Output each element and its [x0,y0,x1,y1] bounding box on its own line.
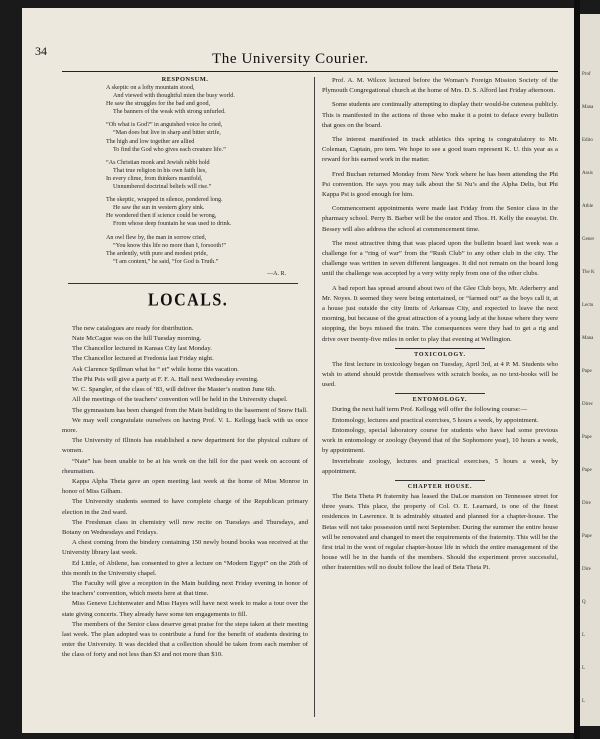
poem-line: And viewed with thoughtful mien the busy world. [113,93,235,100]
news-paragraph: The interest manifested in track athletics this spring is congratulatory to Mr. Coleman, Captain, pro tem. We hope to see a good team represent K. U. this year as a reward for his earned work in the matter. [322,136,558,164]
locals-list [62,324,308,661]
column-divider [314,77,315,717]
locals-heading: LOCALS. [148,290,229,310]
poem-line: An owl flew by, the man in sorrow cried, [106,234,207,241]
poem-stanza [106,121,286,153]
right-paragraphs [322,76,558,345]
local-item: Nate McCague was on the hill Tuesday morning. [72,335,202,343]
adjacent-page-edge [580,14,600,726]
local-item: The Faculty will give a reception in the Main building next Friday evening in honor of the teachers’ convention, which meets here at that time. [62,579,308,598]
edge-fragment: Dire [582,501,591,506]
poem-line: He saw the sun in western glory sink. [113,205,205,212]
section-rule [395,393,485,394]
local-item: “Nate” has been unable to be at his work on the hill for the past week on account of rheumatism. [62,457,308,475]
edge-fragment: Gener [582,237,595,242]
poem-line: “You know this life no more than I, forsooth!” [113,242,226,249]
edge-fragment: Pape [582,534,592,539]
left-column [62,76,308,661]
poem-stanza [106,234,286,266]
poem-line: “As Christian monk and Jewish rabbi hold [106,159,210,166]
masthead-title: The University Courier. [212,51,369,67]
news-paragraph: The most attractive thing that was placed upon the bulletin board last week was a challenge for a “ring of war” from the “Rush Club” to any other club in the city. The challenge was written in seven different languages. It did not remain on the board long until the challenge was accepted by a very witty reply from one of the other clubs. [322,239,558,278]
entomology-paragraph: Entomology, lectures and practical exercises, 5 hours a week, by appointment. [332,416,539,424]
right-column [322,76,558,574]
poem-line: To find the God who gives each creature life.” [113,146,226,153]
entomology-paragraph: Invertebrate zoology, lectures and practical exercises, 5 hours a week, by appointment. [322,457,558,475]
poem-title: RESPONSUM. [161,76,209,83]
section-rule [395,480,485,481]
poem-line: The banners of the weak with strong unfurled. [113,109,226,116]
header-rule [62,71,558,72]
page-number: 34 [35,44,47,58]
poem-line: A skeptic on a lofty mountain stood, [106,85,195,91]
news-paragraph: Fred Buchan returned Monday from New York where he has been attending the Phi Psi convention. He says you may talk about the Si Nu’s and the Alpha Delts, but Phi Kappa Psi is good enough for him. [322,170,558,199]
local-item: The gymnasium has been changed from the Main building to the basement of Snow Hall. [72,406,308,414]
entomology-paragraph: Entomology, special laboratory course for students who have had some previous work in entomology or zoology (beyond that of the Sophomore year), 10 hours a week, by appointment. [322,426,558,455]
local-item: Miss Geneve Lichtenwater and Miss Hayes will have next week to make a tour over the state giving concerts. They already have some ten engagements to fill. [62,600,308,618]
poem-line: “Oh what is God?” in anguished voice he cried, [106,122,223,129]
toxicology-heading: TOXICOLOGY. [414,351,466,358]
newspaper-page [22,8,574,733]
poem-stanza [106,159,286,191]
local-item: W. C. Spangler, of the class of ’83, will deliver the Master’s oration June 6th. [72,386,276,394]
edge-fragment: L [582,633,586,638]
edge-fragment: Pape [582,468,592,473]
edge-fragment: Assis [582,171,593,176]
local-item: The Freshman class in chemistry will now recite on Tuesdays and Thursdays, and Botany on Wednesdays and Fridays. [62,518,308,536]
news-paragraph: Some students are continually attempting to display their would-be cuteness publicly. This is manifested in the actions of those who make it a point to deface every bulletin that goes on the board. [322,101,558,129]
poem-stanza [106,196,286,228]
edge-fragment: Mana [582,105,594,110]
poem-stanza [106,84,286,116]
local-item: Kappa Alpha Theta gave an open meeting last week at the home of Miss Monroe in honor of Miss Gilham. [62,477,308,496]
poem-line: Unnumbered doctrinal beliefs will rise.” [113,184,212,191]
local-item: We may well congratulate ourselves on having Prof. V. L. Kellogg back with us once more. [62,416,308,434]
edge-fragment: Q [582,600,586,605]
toxicology-text: The first lecture in toxicology began on Tuesday, April 3rd, at 4 P. M. Students who wish to attend should provide themselves with scratch books, as no text-books will be used. [322,360,558,389]
poem-line: “Man does but live in sharp and bitter strife, [113,130,221,137]
edge-fragment: Lectu [582,303,594,308]
poem-line: The ardently, with pure and modest pride, [106,250,208,257]
local-item: The University of Illinois has established a new department for the physical culture of women. [62,437,308,455]
poem-line: That true religion in his own faith lies, [113,167,207,174]
local-item: Ask Clarence Spillman what he “ et” while home this vacation. [72,365,239,373]
entomology-paragraph: During the next half term Prof. Kellogg will offer the following course:— [332,406,528,414]
edge-fragment: Athle [582,204,594,209]
edge-fragment: Direc [582,402,594,407]
poem-line: He saw the struggles for the bad and good, [106,101,211,108]
local-item: The Chancellor lectured at Fredonia last Friday night. [72,355,214,363]
chapter-house-text: The Beta Theta Pi fraternity has leased the DaLoe mansion on Tennessee street for three years. This place, the property of Col. O. E. Learnard, is one of the finest residences in Lawrence. It is admirably situated and planned for a chapter-house. The Betas will not take possession until next September. During the summer the entire house will be renovated and changed to meet the requirements of the fraternity. This will be the first trial in the west of regular chapter-house life in which the entire management of the house will be in the hands of the members. Should the experiment prove successful, other fraternities will no doubt follow the lead of Beta Theta Pi. [322,492,558,572]
chapter-house-heading: CHAPTER HOUSE. [407,483,473,490]
poem-line: He wondered then if science could be wrong, [106,213,217,220]
edge-fragment: Edito [582,138,593,143]
edge-fragment: Pape [582,435,592,440]
edge-fragment: Pape [582,369,592,374]
poem-line: The high and low together are allied [106,138,195,145]
local-item: A chest coming from the bindery containing 150 newly bound books was received at the University library last week. [62,539,308,557]
poem-line: “I am content,” he said, “for God is Truth.” [113,258,219,265]
news-paragraph: Prof. A. M. Wilcox lectured before the Woman’s Foreign Mission Society of the Plymouth Congregational church at the home of Mrs. D. S. Alford last Friday afternoon. [322,77,558,95]
poem-line: In every clime, from thinkers manifold, [106,175,203,182]
edge-fragment: The K [582,270,595,275]
section-rule [395,348,485,349]
local-item: The members of the Senior class deserve great praise for the steps taken at their meeting last week. The plan adopted was to contribute a fund for the benefit of students desiring to enter the University. It was decided that a collection should be taken from each member of the class of forty and not less than $3 and not more than $10. [62,620,308,659]
news-paragraph: A bad report has spread around about two of the Glee Club boys, Mr. Aderberry and Mr. Noyes. It seemed they were being entertained, or “farmed out” as the boys call it, at a house just outside the city limits of Arkansas City, and expected to leave the next morning, but because of the great attraction of a young lady at the house where they were stopping, the boys missed the train. The consequences were they had to get a rig and drive over twenty-five miles in order to play that evening at Wellington. [322,284,559,343]
edge-fragment: Dire [582,567,591,572]
edge-fragment: L [582,666,586,671]
poem-line: The skeptic, wrapped in silence, pondered long. [106,197,223,204]
edge-fragment: Mana [582,336,594,341]
local-item: Ed Little, of Abilene, has consented to give a lecture on “Modern Egypt” on the 26th of this month in the University chapel. [62,559,308,577]
poem-line: From whose deep fountain he was used to drink. [113,221,232,228]
edge-fragment: L [582,699,586,704]
local-item: The Phi Psis will give a party at F. F. A. Hall next Wednesday evening. [72,375,259,383]
section-rule [68,283,298,284]
edge-fragment: Prof [582,72,591,77]
local-item: The University students seemed to have complete charge of the Republican primary election in the 2nd ward. [62,498,308,516]
poem-signature: —A. R. [267,270,286,277]
local-item: The Chancellor lectured in Kansas City last Monday. [72,345,212,353]
entomology-heading: ENTOMOLOGY. [412,397,468,404]
local-item: The new catalogues are ready for distribution. [72,324,194,332]
poem [106,84,286,277]
local-item: All the meetings of the teachers’ convention will be held in the University chapel. [72,396,288,404]
entomology-paragraphs [322,405,558,476]
news-paragraph: Commencement appointments were made last Friday from the Senior class in the pharmacy school. Perry B. Barber will be the orator and Thos. H. Kelly the essayist. Dr. Bessey will also address the school at commencement time. [322,205,558,233]
